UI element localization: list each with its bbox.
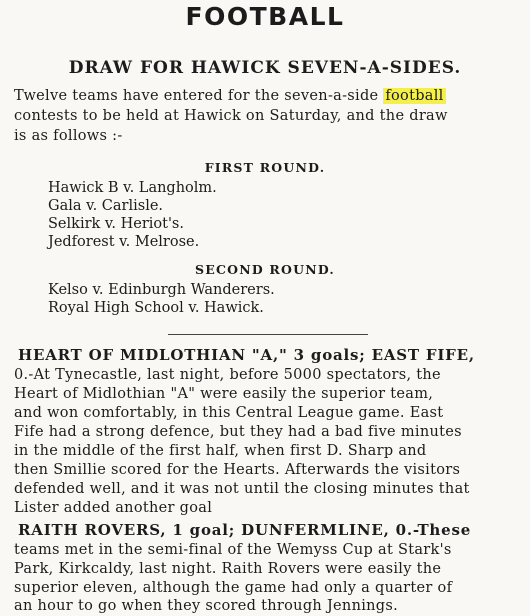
first-round-title: FIRST ROUND. [204,160,326,175]
hearts-line: then Smillie scored for the Hearts. Afterwards the visitors [14,462,461,478]
raith-article-lead: RAITH ROVERS, 1 goal; DUNFERMLINE, 0.-These [18,521,472,539]
fixture: Jedforest v. Melrose. [48,234,200,250]
hearts-line: 0.-At Tynecastle, last night, before 5000 spectators, the [14,367,441,383]
intro-line-1 [14,86,446,106]
hearts-line: Heart of Midlothian "A" were easily the superior team, [14,386,434,402]
raith-line: superior eleven, although the game had only a quarter of [14,580,453,596]
raith-line: teams met in the semi-final of the Wemyss Cup at Stark's [14,542,452,558]
fixture: Selkirk v. Heriot's. [48,216,184,232]
hearts-line: defended well, and it was not until the closing minutes that [14,481,470,497]
intro-line-3: is as follows :- [14,128,123,144]
fixture: Gala v. Carlisle. [48,198,164,214]
article-divider [168,334,368,335]
raith-line: an hour to go when they scored through Jennings. [14,598,399,614]
hearts-line: Lister added another goal [14,500,213,516]
fixture: Hawick B v. Langholm. [48,180,217,196]
hearts-line: Fife had a strong defence, but they had a bad five minutes [14,424,462,440]
fixture: Kelso v. Edinburgh Wanderers. [48,282,275,298]
search-highlight: football [385,88,444,104]
draw-article-title: DRAW FOR HAWICK SEVEN-A-SIDES. [68,58,462,78]
section-heading: FOOTBALL [185,2,345,31]
intro-line-2: contests to be held at Hawick on Saturday, and the draw [14,108,448,124]
raith-line: Park, Kirkcaldy, last night. Raith Rovers were easily the [14,561,442,577]
hearts-line: and won comfortably, in this Central League game. East [14,405,444,421]
fixture: Royal High School v. Hawick. [48,300,264,316]
hearts-article-lead: HEART OF MIDLOTHIAN "A," 3 goals; EAST FIFE, [18,346,475,364]
hearts-line: in the middle of the first half, when first D. Sharp and [14,443,427,459]
intro-line-1-text: Twelve teams have entered for the seven-a-side [14,88,384,104]
second-round-title: SECOND ROUND. [195,262,335,277]
